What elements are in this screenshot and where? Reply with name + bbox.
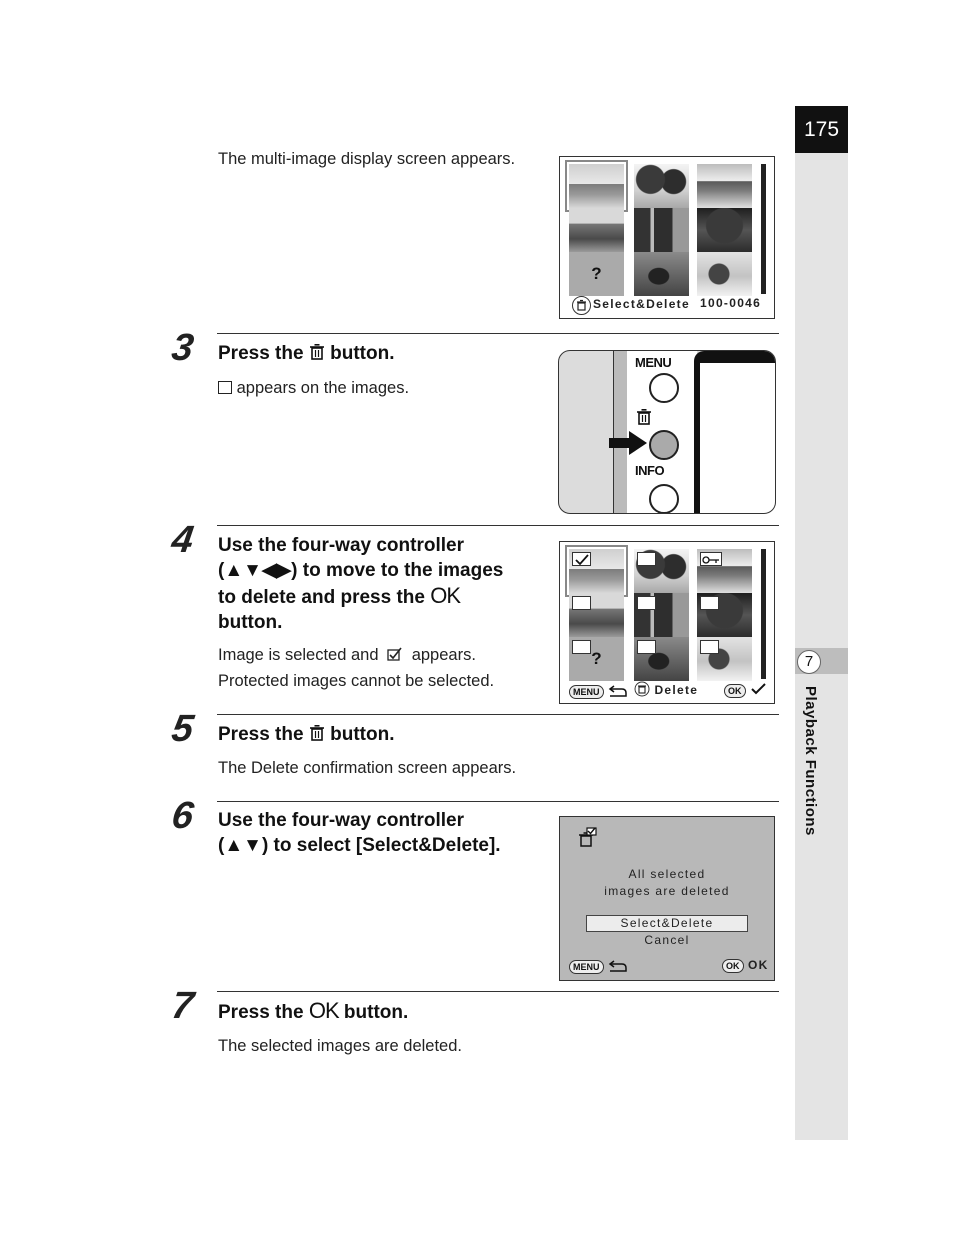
step-heading: Use the four-way controller (▲▼) to select [Select&Delete].: [218, 810, 501, 856]
step-body: Image is selected and appears. Protected images cannot be selected.: [218, 646, 495, 690]
empty-checkbox-icon: [637, 640, 656, 654]
intro-text: The multi-image display screen appears.: [218, 150, 516, 168]
menu-badge: MENU: [569, 960, 604, 974]
confirm-message-line1: All selected: [628, 867, 706, 881]
trash-icon: [572, 296, 591, 315]
step-body: The selected images are deleted.: [218, 1037, 462, 1055]
protect-key-icon: [700, 552, 722, 566]
thumbnail: [634, 593, 689, 637]
scrollbar: [761, 164, 766, 294]
ok-badge: OK: [724, 684, 746, 698]
divider: [217, 991, 779, 992]
empty-checkbox-icon: [637, 552, 656, 566]
step-number: 5: [169, 708, 197, 750]
thumbnail: [634, 252, 689, 296]
thumbnail: [697, 637, 752, 681]
step-heading: Press the button.: [218, 724, 395, 745]
empty-checkbox-icon: [700, 596, 719, 610]
empty-checkbox-icon: [572, 596, 591, 610]
thumbnail: [634, 164, 689, 208]
thumbnail: [697, 252, 752, 296]
delete-selected-icon: [576, 827, 598, 854]
step-body: The Delete confirmation screen appears.: [218, 759, 517, 777]
thumbnail: [697, 593, 752, 637]
unknown-image-icon: ?: [569, 252, 624, 296]
back-arrow-icon: [608, 960, 628, 972]
check-icon: [750, 683, 766, 695]
ok-label: OK: [430, 583, 461, 608]
trash-icon: [309, 343, 325, 361]
page-number: 175: [795, 106, 848, 153]
back-arrow-icon: [608, 685, 628, 697]
thumbnail: [569, 549, 624, 593]
scrollbar: [761, 549, 766, 679]
confirm-message-line2: images are deleted: [604, 884, 730, 898]
menu-button: [649, 373, 679, 403]
step-number: 3: [169, 327, 197, 369]
thumbnail: [569, 164, 624, 208]
file-number: 100-0046: [700, 296, 762, 310]
thumbnail: [569, 208, 624, 252]
trash-icon: [636, 408, 652, 431]
lcd-screen: [700, 363, 775, 513]
unknown-image-icon: ?: [569, 637, 624, 681]
trash-icon: [634, 681, 650, 697]
divider: [217, 801, 779, 802]
delete-confirmation-screen: [559, 816, 775, 981]
thumbnail: [634, 637, 689, 681]
menu-badge: MENU: [569, 685, 604, 699]
info-button: [649, 484, 679, 514]
select-delete-option: Select&Delete: [586, 915, 748, 932]
cancel-option: Cancel: [644, 933, 690, 947]
empty-checkbox-icon: [637, 596, 656, 610]
multi-image-screen: [559, 156, 775, 319]
thumbnail: [697, 208, 752, 252]
step-number: 4: [169, 519, 197, 561]
ok-label: OK: [308, 998, 339, 1023]
info-button-label: INFO: [635, 463, 665, 478]
arrow-right-icon: [609, 431, 647, 460]
empty-checkbox-icon: [572, 640, 591, 654]
thumbnail: [697, 549, 752, 593]
divider: [217, 525, 779, 526]
thumbnail: [634, 208, 689, 252]
empty-checkbox-icon: [218, 381, 232, 394]
step-heading: Press the button.: [218, 343, 395, 364]
chapter-sidebar: [795, 106, 848, 1140]
delete-label: Delete: [654, 683, 699, 697]
thumbnail: [634, 549, 689, 593]
step-heading: Use the four-way controller (▲▼◀▶) to move to the images to delete and press the OK button.: [218, 535, 504, 633]
ok-text: OK: [747, 958, 769, 972]
camera-back-illustration: [558, 350, 776, 514]
step-number: 7: [169, 985, 197, 1027]
empty-checkbox-icon: [700, 640, 719, 654]
divider: [217, 333, 779, 334]
step-body: appears on the images.: [218, 375, 409, 401]
checked-checkbox-icon: [387, 647, 403, 661]
chapter-number: 7: [797, 650, 821, 674]
trash-icon: [309, 724, 325, 742]
divider: [217, 714, 779, 715]
thumbnail: [697, 164, 752, 208]
thumbnail: [569, 593, 624, 637]
select-delete-label: Select&Delete: [593, 297, 690, 311]
chapter-title: Playback Functions: [802, 686, 819, 836]
ok-badge: OK: [722, 959, 744, 973]
step-number: 6: [169, 795, 197, 837]
step-heading: Press the OK button.: [218, 998, 409, 1023]
delete-button: [649, 430, 679, 460]
checked-checkbox-icon: [572, 552, 591, 566]
menu-button-label: MENU: [635, 355, 672, 370]
select-images-screen: [559, 541, 775, 704]
